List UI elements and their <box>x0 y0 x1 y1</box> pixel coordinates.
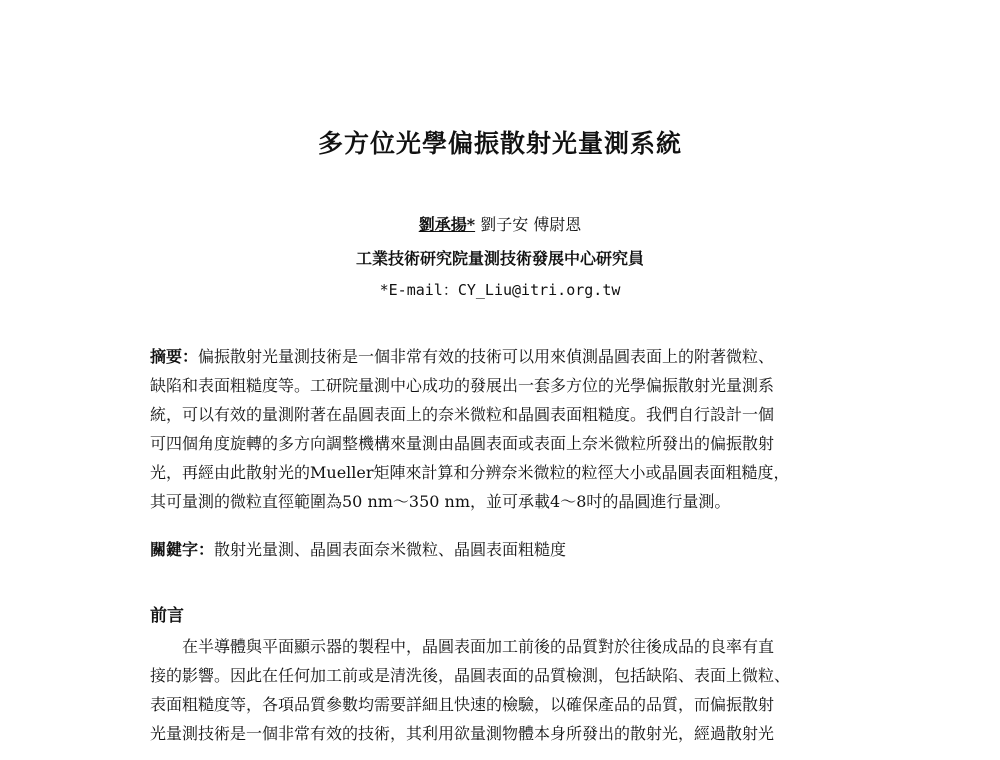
abstract-line-5: 光，再經由此散射光的Mueller矩陣來計算和分辨奈米微粒的粒徑大小或晶圓表面粗糙度， <box>150 463 790 482</box>
section-heading-intro: 前言 <box>150 606 184 626</box>
keywords-label: 關鍵字： <box>150 540 215 559</box>
affiliation: 工業技術研究院量測技術發展中心研究員 <box>355 249 644 268</box>
intro-line-1: 在半導體與平面顯示器的製程中，晶圓表面加工前後的品質對於往後成品的良率有直 <box>182 637 775 656</box>
abstract-line-1: 摘要：偏振散射光量測技術是一個非常有效的技術可以用來偵測晶圓表面上的附著微粒、 <box>150 347 775 366</box>
intro-line-2: 接的影響。因此在任何加工前或是清洗後，晶圓表面的品質檢測，包括缺陷、表面上微粒、 <box>150 666 791 685</box>
abstract-block <box>150 342 870 516</box>
abstract-label: 摘要： <box>150 347 199 366</box>
intro-line-4: 光量測技術是一個非常有效的技術，其利用欲量測物體本身所發出的散射光，經過散射光 <box>150 724 775 743</box>
intro-line-3: 表面粗糙度等，各項品質參數均需要詳細且快速的檢驗，以確保產品的品質，而偏振散射 <box>150 695 775 714</box>
abstract-line-4: 可四個角度旋轉的多方向調整機構來量測由晶圓表面或表面上奈米微粒所發出的偏振散射 <box>150 434 775 453</box>
paper-title: 多方位光學偏振散射光量測系統 <box>317 129 682 158</box>
abstract-line-6: 其可量測的微粒直徑範圍為50 nm～350 nm，並可承載4～8吋的晶圓進行量測。 <box>150 492 731 511</box>
keywords-block <box>150 537 870 560</box>
abstract-line-2: 缺陷和表面粗糙度等。工研院量測中心成功的發展出一套多方位的光學偏振散射光量測系 <box>150 376 775 395</box>
abstract-line-3: 統，可以有效的量測附著在晶圓表面上的奈米微粒和晶圓表面粗糙度。我們自行設計一個 <box>150 405 775 424</box>
corresponding-author: 劉承揚* <box>418 215 476 234</box>
contact-email[interactable]: *E-mail：CY_Liu@itri.org.tw <box>379 281 621 299</box>
co-authors: 劉子安 傅尉恩 <box>480 215 582 234</box>
author-line <box>0 212 1000 235</box>
keywords-text: 散射光量測、晶圓表面奈米微粒、晶圓表面粗糙度 <box>214 540 567 559</box>
intro-body <box>150 632 870 748</box>
